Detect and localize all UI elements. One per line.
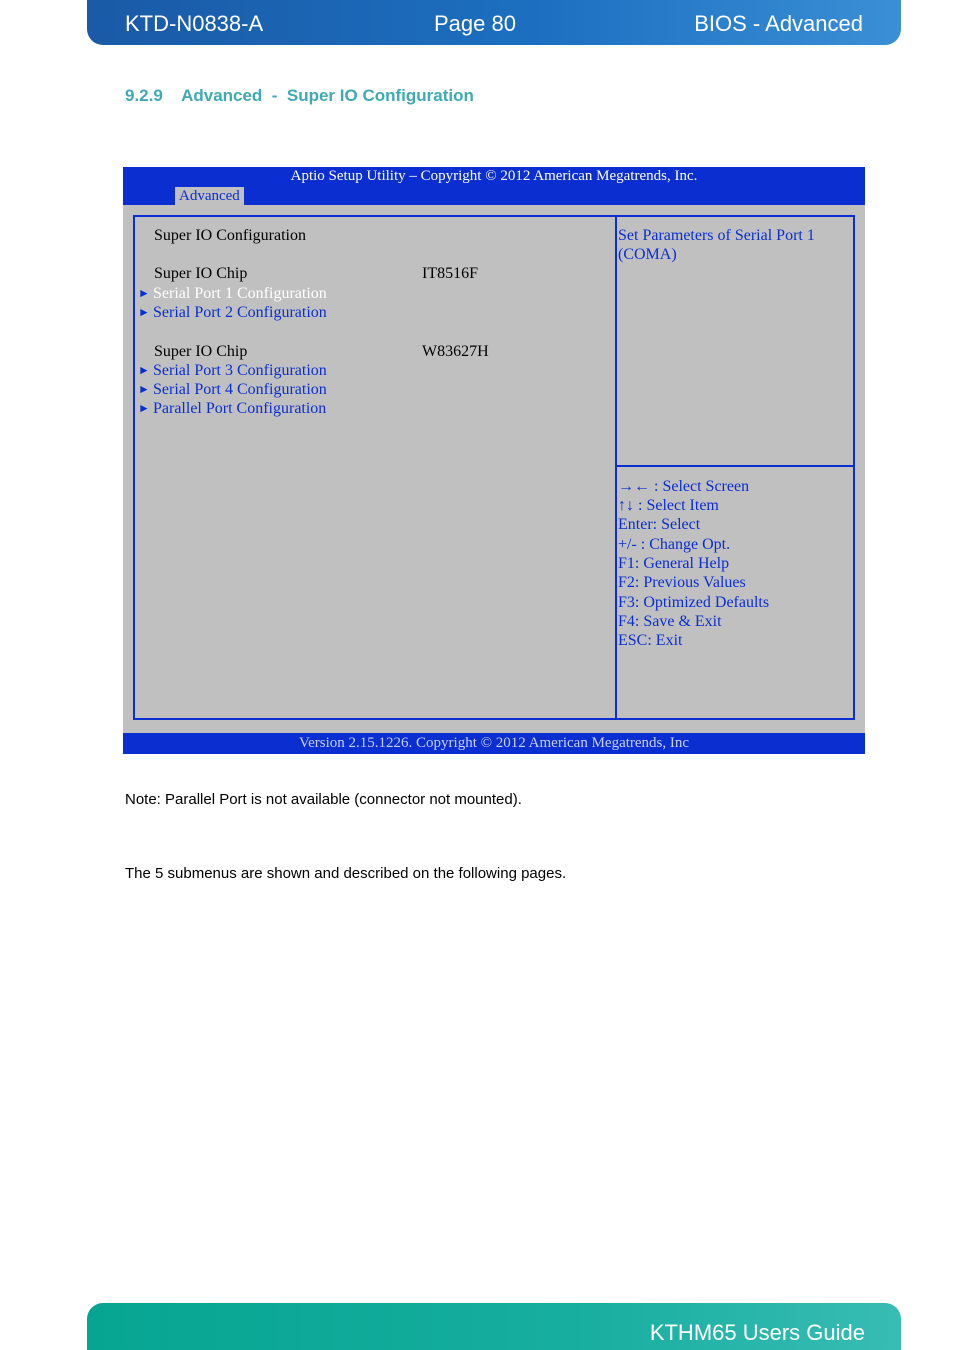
submenu-arrow-icon: ►: [138, 363, 150, 377]
bios-title: Aptio Setup Utility – Copyright © 2012 American Megatrends, Inc.: [290, 168, 698, 184]
submenu-arrow-icon: ►: [138, 286, 150, 300]
submenu-arrow-icon: ►: [138, 382, 150, 396]
key-hint: →← : Select Screen: [618, 478, 750, 495]
key-hint: +/- : Change Opt.: [618, 536, 731, 553]
submenu-arrow-icon: ►: [138, 401, 150, 415]
menu-parallel-port[interactable]: Parallel Port Configuration: [153, 400, 327, 417]
column-divider: [615, 217, 617, 718]
menu-serial-port-2[interactable]: Serial Port 2 Configuration: [153, 304, 327, 321]
section-heading: 9.2.9 Advanced - Super IO Configuration: [125, 86, 474, 105]
bios-title-bar: [123, 167, 865, 205]
bios-version-bar: Version 2.15.1226. Copyright © 2012 American Megatrends, Inc: [123, 733, 865, 754]
menu-serial-port-1[interactable]: Serial Port 1 Configuration: [153, 285, 327, 302]
bios-screen: [123, 167, 865, 754]
document-id: KTD-N0838-A: [125, 11, 264, 36]
chapter-title: BIOS - Advanced: [694, 11, 863, 36]
help-divider: [617, 465, 853, 467]
super-io-chip-value-2: W83627H: [422, 343, 489, 360]
menu-serial-port-3[interactable]: Serial Port 3 Configuration: [153, 362, 327, 379]
menu-serial-port-4[interactable]: Serial Port 4 Configuration: [153, 381, 327, 398]
key-hint: ESC: Exit: [618, 632, 683, 649]
super-io-chip-label-2: Super IO Chip: [154, 343, 248, 360]
manual-title: KTHM65 Users Guide: [649, 1320, 865, 1345]
body-paragraph: The 5 submenus are shown and described on the following pages.: [125, 865, 567, 882]
key-hint: F3: Optimized Defaults: [618, 594, 770, 611]
key-hint: Enter: Select: [618, 516, 701, 533]
tab-advanced[interactable]: Advanced: [175, 187, 244, 205]
page-footer: [87, 1303, 901, 1350]
submenu-arrow-icon: ►: [138, 305, 150, 319]
page-header: [87, 0, 901, 45]
screen-title: Super IO Configuration: [154, 227, 306, 244]
key-hint: ↑↓ : Select Item: [618, 497, 719, 514]
super-io-chip-label-1: Super IO Chip: [154, 265, 248, 282]
key-hint: F4: Save & Exit: [618, 613, 722, 630]
super-io-chip-value-1: IT8516F: [422, 265, 478, 282]
page-number: Page 80: [434, 11, 516, 36]
key-hint: F1: General Help: [618, 555, 730, 572]
parallel-port-note: Note: Parallel Port is not available (connector not mounted).: [125, 791, 522, 808]
help-text-line-1: Set Parameters of Serial Port 1: [618, 227, 815, 244]
help-text-line-2: (COMA): [618, 246, 677, 263]
key-hint: F2: Previous Values: [618, 574, 746, 591]
